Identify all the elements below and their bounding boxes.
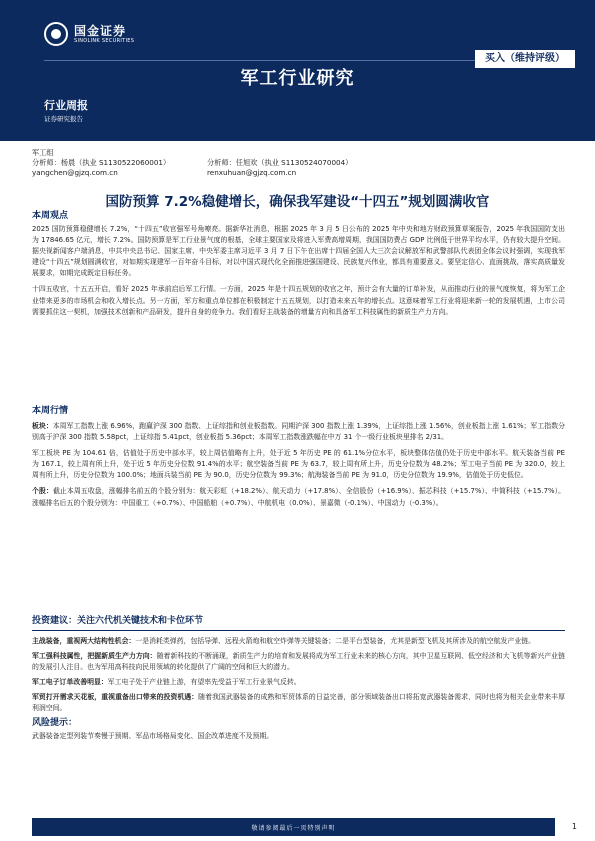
report-type: 行业周报	[44, 99, 88, 112]
analyst-2-email[interactable]: renxuhuan@gjzq.com.cn	[207, 168, 297, 177]
section-title-viewpoint: 本周观点	[32, 211, 69, 221]
market-paragraph-3	[32, 486, 565, 508]
market-p3-lead: 个股：	[32, 487, 53, 496]
rating-badge: 买入（维持评级）	[475, 50, 575, 68]
analyst-group: 军工组	[32, 148, 54, 157]
investment-paragraph-3	[32, 677, 565, 688]
section-title-market: 本周行情	[32, 406, 69, 416]
market-p3-text: 截止本周五收盘，涨幅排名前五的个股分别为：航天彩虹（+18.2%）、航天动力（+17.8%）、全信股份（+16.9%）、振芯科技（+15.7%）、中简科技（+15.7%）。涨幅排名后五的个股分别为：中国重工（+0.7%）、中国船舶（+0.7%）、中航机电（0.0%）、景嘉微（-0.1%）、中国动力（-0.3%）。	[32, 487, 566, 507]
analyst-1: 分析师：杨晨（执业 S1130522060001）	[32, 158, 171, 167]
section-title-investment: 投资建议：关注六代机关键技术和卡位环节	[32, 616, 204, 626]
section-viewpoint	[32, 210, 565, 318]
invest-p3-text: 军工电子处于产业链上游，有望率先受益于军工行业景气反转。	[107, 678, 301, 687]
brand-logo	[44, 22, 134, 46]
section-market	[32, 405, 565, 509]
invest-p1-lead: 主战装备，重视两大结构性机会：	[32, 637, 136, 645]
logo-icon	[44, 22, 68, 46]
section-investment	[32, 615, 565, 627]
logo-cn-text: 国金证券	[74, 23, 127, 38]
page-footer	[0, 818, 595, 841]
report-title: 军工行业研究	[240, 68, 355, 89]
analyst-1-email[interactable]: yangchen@gjzq.com.cn	[32, 168, 118, 177]
investment-body	[32, 636, 565, 742]
invest-p1-text: 一是消耗类弹药，包括导弹、远程火箭炮和航空炸弹等关键装备；二是平台型装备，尤其是新型飞机及其所涉及的航空航发产业链。	[135, 637, 536, 645]
viewpoint-paragraph-1: 2025 国防预算稳健增长 7.2%，“十四五”收官强军号角嘹亮。据新华社消息，根据 2025 年 3 月 5 日公布的 2025 年中央和地方财政预算草案报告，2025 年我国国防支出为 17846.65 亿元，增长 7.2%。国防预算是军工行业景气度的根基，全球主要国家及将进入军费高增周期，我国国防费占 GDP 比例低于世界平均水平，仍有较大提升空间。据央视新闻客户端消息，中共中央总书记、国家主席、中央军委主席习近平 3 月 7 日下午在出席十四届全国人大三次会议解放军和武警部队代表团全体会议时强调，实现我军建设“十四五”规划圆满收官，对如期实现建军一百年奋斗目标，对以中国式现代化全面推进强国建设、民族复兴伟业，都具有重要意义。要坚定信心、直面挑战，落实高质量发展要求，如期完成既定目标任务。	[32, 225, 565, 278]
logo-en-text: SINOLINK SECURITIES	[74, 37, 135, 44]
risk-paragraph: 武器装备定型列装节奏慢于预期、军品市场格局变化、国企改革进度不及预期。	[32, 731, 274, 740]
market-paragraph-2: 军工板块 PE 为 104.61 倍，估值处于历史中部水平，较上周估值略有上升，处于近 5 年历史 PE 的 61.1%分位水平，板块整体估值仍处于历史中部水平。航天装备当前 PE 为 167.1，较上周有所上升，处于近 5 年历史分位数 91.4%的水平；航空装备当前 PE 为 63.7，较上周有所上升，历史分位数为 48.2%；军工电子当前 PE 为 320.0，较上周有所上升，历史分位数为 100.0%；地面兵装当前 PE 为 90.0，历史分位数为 99.3%；航海装备当前 PE 为 91.0，历史分位数为 19.9%，估值处于历史低位。	[32, 449, 565, 480]
viewpoint-paragraph-2: 十四五收官，十五五开启，看好 2025 年承前启后军工行情。一方面，2025 年是十四五规划的收官之年，预计会有大量的订单补发，从而推动行业的景气度恢复，将为军工企业带来更多的市场机会和收入增长点。另一方面，军方和重点单位都在积极制定十五五规划，以打造未来五年的增长点。这意味着军工行业将迎来新一轮的发展机遇，上市公司需要抓住这一契机，加强技术创新和产品研发，提升自身的竞争力。我们看好主战装备的增量方向和具备军工科技属性的新质生产力方向。	[32, 285, 565, 316]
market-paragraph-1	[32, 421, 565, 443]
invest-p2-lead: 军工强科技属性，把握新质生产力方向：	[32, 652, 157, 661]
analyst-info	[32, 148, 562, 178]
invest-p3-lead: 军工电子订单改善明显：	[32, 678, 108, 687]
footer-disclaimer: 敬请参阅最后一页特别声明	[251, 825, 336, 832]
market-p1-lead: 板块：	[32, 422, 53, 430]
invest-p4-text: 随着我国武器装备的成熟和军贸体系的日益完善，部分领域装备出口将拓宽武器装备需求，同时也将为相关企业带来丰厚利润空间。	[32, 693, 565, 713]
investment-paragraph-2	[32, 651, 565, 673]
invest-p2-text: 随着新科技的不断涌现，新质生产力的培育和发展将成为军工行业未来的核心方向，其中卫星互联网、低空经济和大飞机等新兴产业链的发展引人注目。也为军用高科技向民用领域的转化提供了广阔的空间和巨大的潜力。	[32, 652, 565, 672]
section-divider	[32, 630, 565, 631]
report-subtype: 证券研究报告	[44, 115, 83, 123]
page-number: 1	[571, 822, 577, 831]
invest-p4-lead: 军贸打开需求天花板，重视重备出口带来的投资机遇：	[32, 693, 199, 702]
section-title-risk: 风险提示：	[32, 717, 78, 728]
investment-paragraph-4	[32, 692, 565, 714]
main-title: 国防预算 7.2%稳健增长，确保我军建设“十四五”规划圆满收官	[105, 194, 490, 210]
analyst-2: 分析师：任旭欢（执业 S1130524070004）	[207, 158, 353, 167]
report-header	[0, 0, 595, 141]
investment-paragraph-1	[32, 636, 565, 647]
market-p1-text: 本周军工指数上涨 6.96%，跑赢沪深 300 指数、上证综指和创业板指数。同期沪深 300 指数上涨 1.39%，上证综指上涨 1.56%，创业板指上涨 1.61%；军工指数分别高于沪深 300 指数 5.58pct，上证综指 5.41pct，创业板指 5.36pct；本周军工指数涨跌幅在中万 31 个一级行业板块里排名 2/31。	[32, 422, 565, 442]
